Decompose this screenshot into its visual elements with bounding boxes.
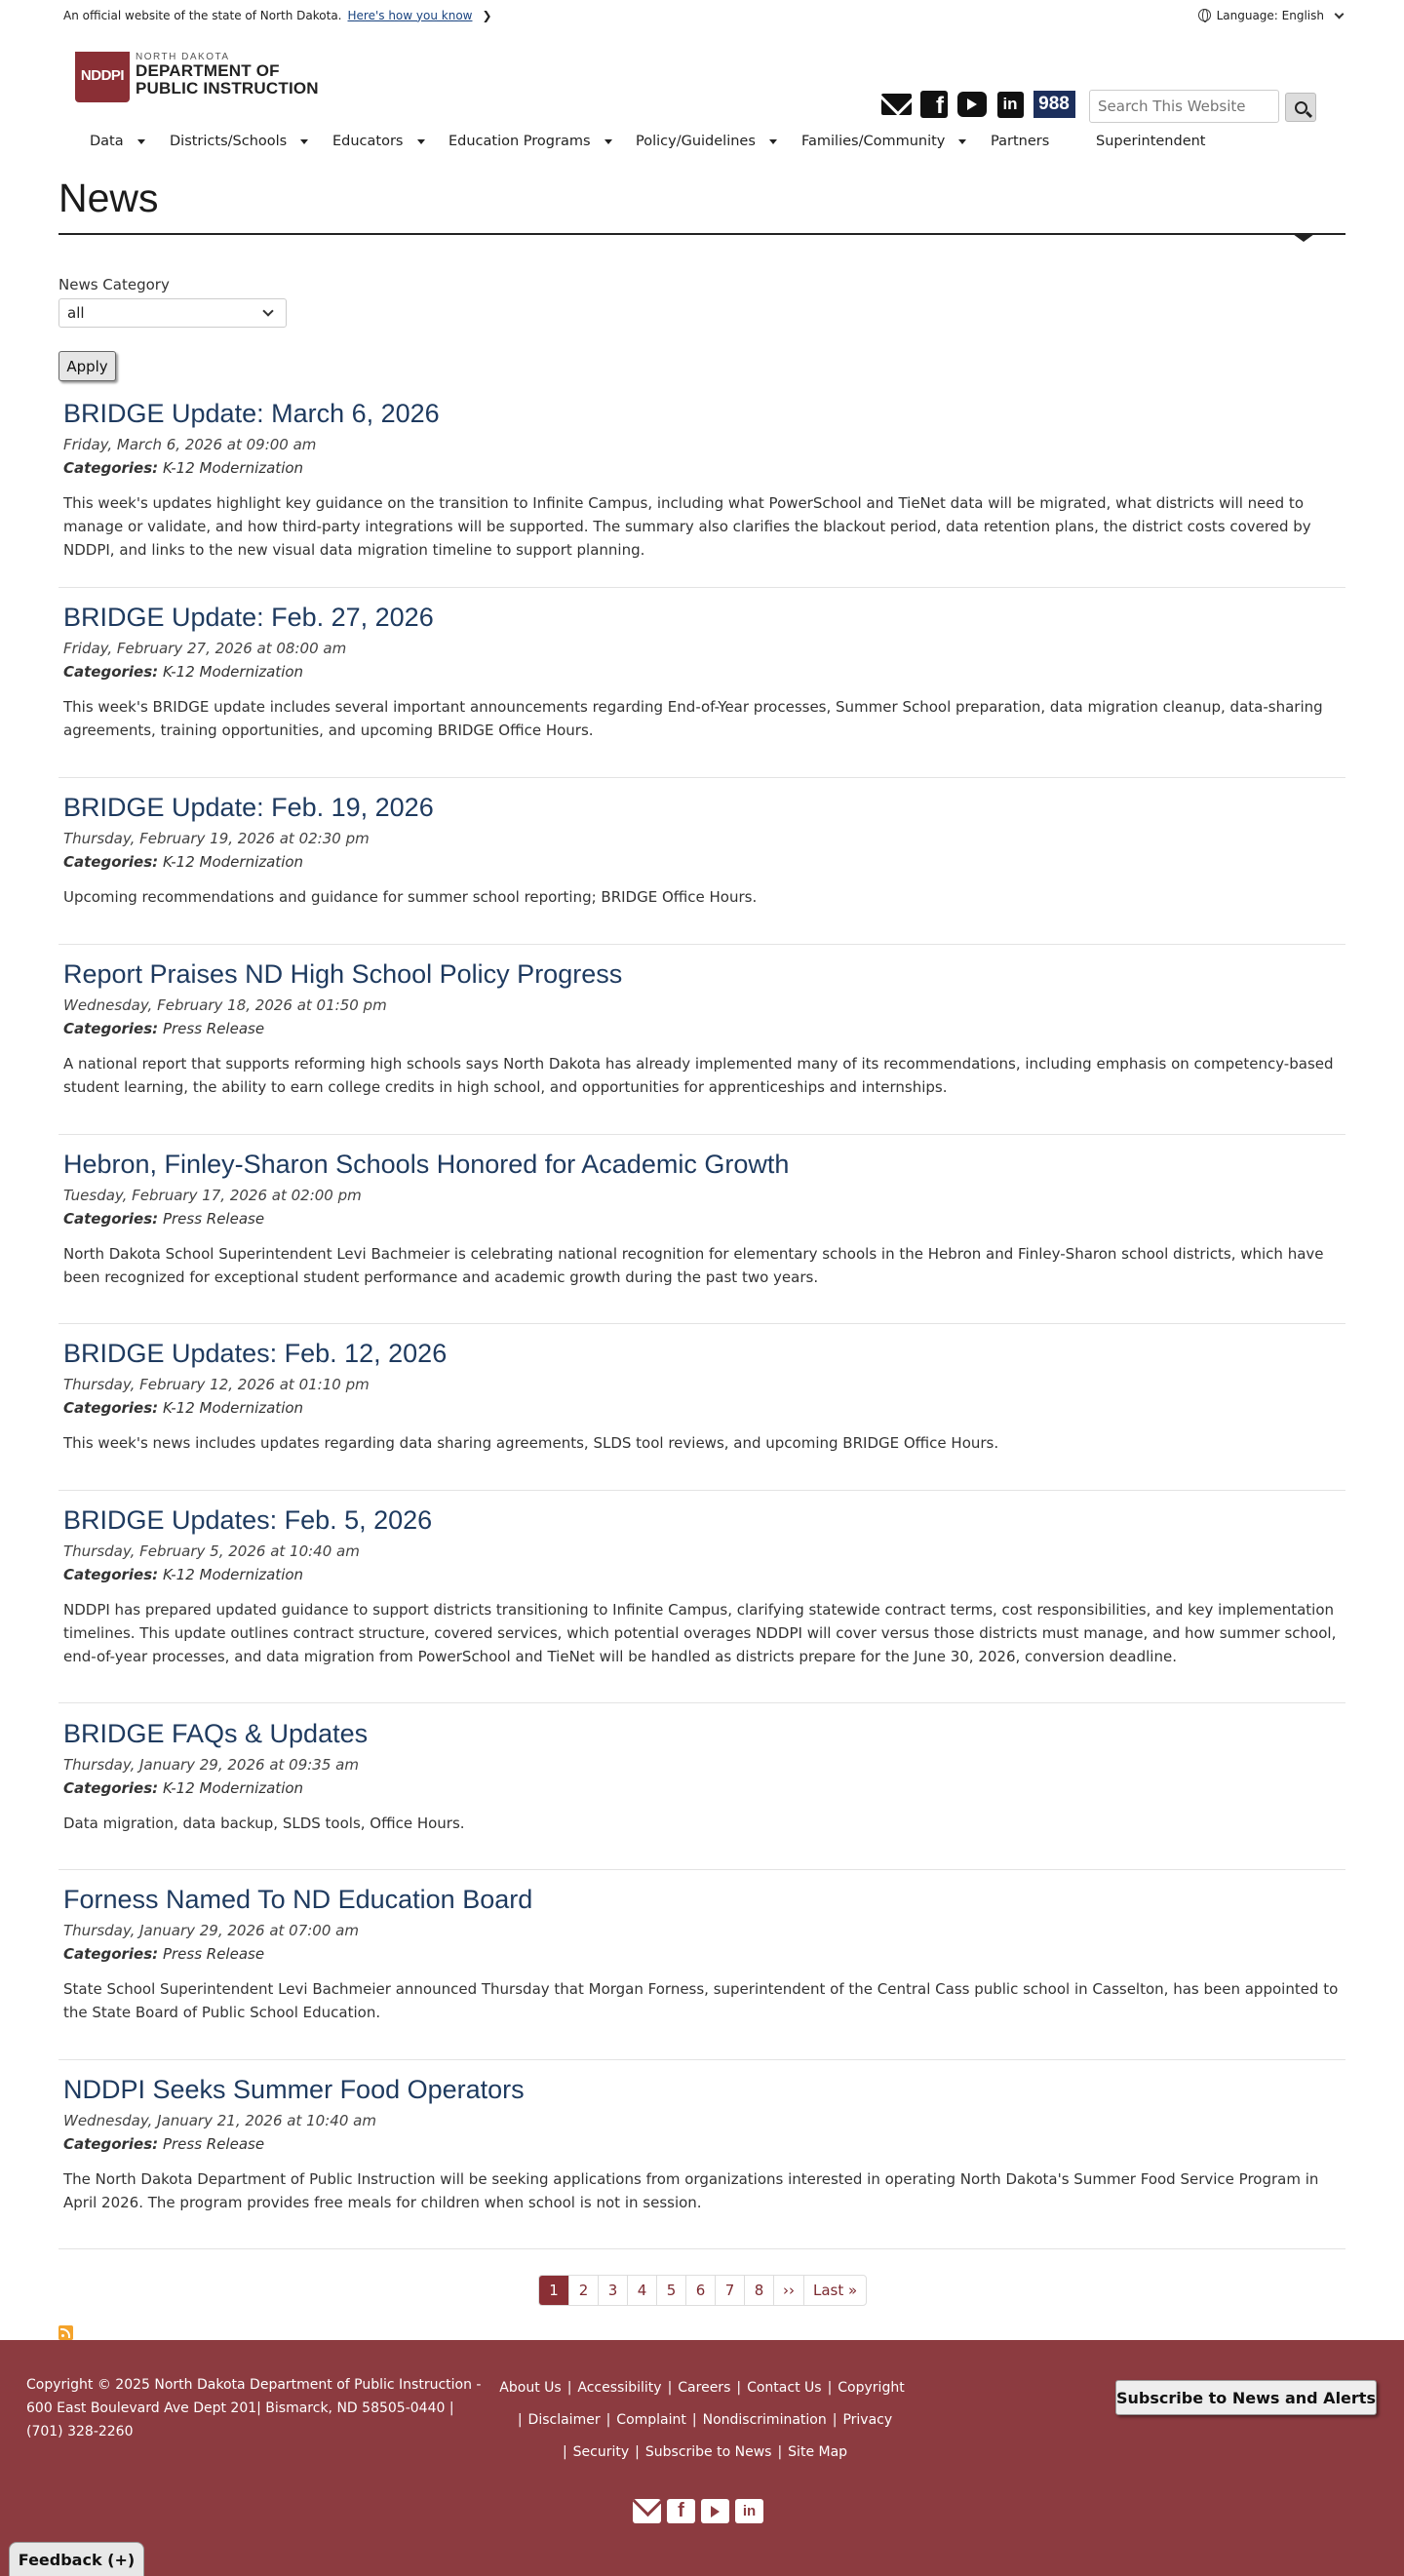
news-category: Categories: Press Release <box>63 2135 265 2153</box>
search-button[interactable] <box>1285 93 1316 122</box>
logo-badge: NDDPI <box>75 52 130 98</box>
caret-down-icon <box>300 139 308 144</box>
news-title-link[interactable]: BRIDGE Update: Feb. 27, 2026 <box>63 603 434 632</box>
news-item <box>58 600 1346 742</box>
news-summary: The North Dakota Department of Public Instruction will be seeking applications from organizations interested in operating North Dakota's Summer Food Service Program in April 2026. The program provides free meals for children when school is not in session. <box>63 2170 1319 2211</box>
logo-state: NORTH DAKOTA <box>136 51 230 62</box>
footer-social-links <box>633 2499 763 2523</box>
footer-link-careers[interactable]: Careers <box>678 2380 731 2396</box>
page-link-4[interactable]: 4 <box>627 2276 656 2305</box>
logo-line1: DEPARTMENT OF <box>136 61 280 81</box>
footer-link-complaint[interactable]: Complaint <box>616 2412 686 2428</box>
news-title-link[interactable]: BRIDGE Updates: Feb. 12, 2026 <box>63 1339 448 1368</box>
divider <box>58 1323 1346 1324</box>
footer-link-contact[interactable]: Contact Us <box>747 2380 822 2396</box>
footer-link-security[interactable]: Security <box>572 2444 630 2460</box>
nav-item-educators[interactable]: Educators <box>332 134 425 149</box>
youtube-icon[interactable] <box>701 2499 729 2523</box>
divider <box>58 2248 1346 2249</box>
news-summary: This week's news includes updates regarding data sharing agreements, SLDS tool reviews, and upcoming BRIDGE Office Hours. <box>63 1434 999 1452</box>
official-banner <box>0 0 1404 30</box>
nav-item-districts-schools[interactable]: Districts/Schools <box>170 134 308 149</box>
page-link-2[interactable]: 2 <box>568 2276 598 2305</box>
footer-link-copyright[interactable]: Copyright <box>838 2380 905 2396</box>
news-date: Friday, March 6, 2026 at 09:00 am <box>63 436 317 453</box>
footer-link-privacy[interactable]: Privacy <box>842 2412 893 2428</box>
how-you-know-link[interactable]: Here's how you know <box>347 8 473 22</box>
news-category: Categories: K-12 Modernization <box>63 1399 304 1417</box>
facebook-icon[interactable]: f <box>918 91 950 118</box>
footer-copyright: Copyright © 2025 North Dakota Department of Public Instruction - 600 East Boulevard Ave Dept 201| Bismarck, ND 58505-0440 | (701) 328-2260 <box>26 2377 482 2439</box>
mail-icon[interactable] <box>633 2499 661 2523</box>
news-category: Categories: Press Release <box>63 1210 265 1228</box>
language-label: Language: English <box>1216 8 1324 22</box>
caret-down-icon <box>769 139 777 144</box>
footer-link-sitemap[interactable]: Site Map <box>788 2444 848 2460</box>
news-title-link[interactable]: NDDPI Seeks Summer Food Operators <box>63 2075 525 2104</box>
pagination <box>538 2275 867 2306</box>
apply-button[interactable]: Apply <box>58 351 116 381</box>
subscribe-button[interactable]: Subscribe to News and Alerts <box>1115 2380 1377 2415</box>
news-date: Thursday, January 29, 2026 at 09:35 am <box>63 1756 359 1774</box>
news-item <box>58 1716 1346 1835</box>
news-date: Friday, February 27, 2026 at 08:00 am <box>63 640 347 657</box>
news-date: Tuesday, February 17, 2026 at 02:00 pm <box>63 1187 362 1204</box>
news-item <box>58 396 1346 562</box>
chevron-down-icon <box>262 305 273 316</box>
news-category: Categories: K-12 Modernization <box>63 1566 304 1583</box>
news-category: Categories: K-12 Modernization <box>63 1779 304 1797</box>
news-item <box>58 1882 1346 2024</box>
news-summary: North Dakota School Superintendent Levi Bachmeier is celebrating national recognition for elementary schools in the Hebron and Finley-Sharon school districts, which have been recognized for exceptional student performance and academic growth during the past two years. <box>63 1245 1324 1286</box>
news-category: Categories: Press Release <box>63 1020 265 1037</box>
search-icon <box>1295 101 1307 114</box>
page-link-3[interactable]: 3 <box>598 2276 627 2305</box>
news-title-link[interactable]: Hebron, Finley-Sharon Schools Honored for Academic Growth <box>63 1150 790 1179</box>
news-title-link[interactable]: Report Praises ND High School Policy Progress <box>63 959 623 989</box>
page-title: News <box>58 176 159 220</box>
news-date: Thursday, February 5, 2026 at 10:40 am <box>63 1542 360 1560</box>
footer-link-disclaimer[interactable]: Disclaimer <box>527 2412 601 2428</box>
news-item <box>58 956 1346 1099</box>
nav-item-education-programs[interactable]: Education Programs <box>448 134 612 149</box>
page-link-last[interactable]: Last » <box>803 2276 866 2305</box>
language-selector[interactable] <box>1198 9 1343 22</box>
nav-item-partners[interactable]: Partners <box>991 134 1050 149</box>
news-category: Categories: K-12 Modernization <box>63 663 304 681</box>
logo-line2: PUBLIC INSTRUCTION <box>136 79 319 98</box>
chevron-down-icon <box>1335 9 1345 19</box>
news-date: Thursday, February 12, 2026 at 01:10 pm <box>63 1376 370 1393</box>
footer-link-nondiscrimination[interactable]: Nondiscrimination <box>702 2412 827 2428</box>
site-footer <box>0 2340 1404 2576</box>
news-category-value: all <box>67 304 85 322</box>
title-notch <box>1293 234 1314 242</box>
divider <box>58 1702 1346 1703</box>
caret-down-icon <box>958 139 966 144</box>
footer-link-subscribe[interactable]: Subscribe to News <box>644 2444 772 2460</box>
988-icon[interactable]: 988 <box>1033 91 1075 118</box>
nav-item-policy-guidelines[interactable]: Policy/Guidelines <box>636 134 777 149</box>
title-divider <box>58 233 1346 235</box>
search-input[interactable] <box>1089 90 1279 123</box>
news-title-link[interactable]: BRIDGE Update: Feb. 19, 2026 <box>63 793 434 822</box>
page-link-1[interactable]: 1 <box>539 2276 568 2305</box>
news-category: Categories: K-12 Modernization <box>63 459 304 477</box>
feedback-button[interactable]: Feedback (+) <box>9 2542 144 2576</box>
linkedin-icon[interactable]: in <box>994 91 1026 118</box>
site-header <box>0 30 1404 128</box>
news-item <box>58 1503 1346 1668</box>
news-item <box>58 790 1346 909</box>
site-logo[interactable] <box>75 52 319 98</box>
page-link-next[interactable]: ›› <box>773 2276 803 2305</box>
news-summary: NDDPI has prepared updated guidance to support districts transitioning to Infinite Campus, clarifying statewide contract terms, cost responsibilities, and key implementation timelines. This update outlines contract structure, covered services, which potential overages NDDPI will cover versus those districts must manage, and how summer school, end-of-year processes, and data migration from PowerSchool and TieNet will be handled as districts prepare for the June 30, 2026, conversion deadline. <box>63 1601 1337 1665</box>
news-summary: This week's updates highlight key guidance on the transition to Infinite Campus, including what PowerSchool and TieNet data will be migrated, what districts will need to manage or validate, and how third-party integrations will be supported. The summary also clarifies the blackout period, data retention plans, the district costs covered by NDDPI, and links to the new visual data migration timeline to support planning. <box>63 494 1311 559</box>
news-summary: Data migration, data backup, SLDS tools, Office Hours. <box>63 1815 465 1832</box>
divider <box>58 587 1346 588</box>
caret-down-icon <box>137 139 145 144</box>
news-item <box>58 1336 1346 1455</box>
news-category-label: News Category <box>58 276 170 293</box>
news-item <box>58 1147 1346 1289</box>
news-item <box>58 2072 1346 2214</box>
globe-icon <box>1198 9 1211 21</box>
mail-icon[interactable] <box>880 91 912 118</box>
news-title-link[interactable]: Forness Named To ND Education Board <box>63 1885 533 1914</box>
youtube-icon[interactable] <box>956 91 988 118</box>
news-date: Wednesday, February 18, 2026 at 01:50 pm <box>63 996 387 1014</box>
footer-link-accessibility[interactable]: Accessibility <box>577 2380 662 2396</box>
news-category-select[interactable] <box>58 298 287 328</box>
header-social-links <box>880 91 1075 118</box>
divider <box>58 777 1346 778</box>
news-category: Categories: Press Release <box>63 1945 265 1963</box>
divider <box>58 944 1346 945</box>
divider <box>58 1490 1346 1491</box>
nav-item-superintendent[interactable]: Superintendent <box>1096 134 1206 149</box>
news-date: Thursday, January 29, 2026 at 07:00 am <box>63 1922 359 1939</box>
page-link-5[interactable]: 5 <box>656 2276 685 2305</box>
facebook-icon[interactable]: f <box>667 2499 695 2523</box>
news-title-link[interactable]: BRIDGE FAQs & Updates <box>63 1719 369 1748</box>
news-summary: Upcoming recommendations and guidance for summer school reporting; BRIDGE Office Hours. <box>63 888 758 906</box>
news-date: Wednesday, January 21, 2026 at 10:40 am <box>63 2112 376 2129</box>
page-link-8[interactable]: 8 <box>744 2276 773 2305</box>
caret-down-icon <box>604 139 612 144</box>
news-title-link[interactable]: BRIDGE Update: March 6, 2026 <box>63 399 440 428</box>
footer-links: About Us | Accessibility | Careers | Contact Us | Copyright | Disclaimer | Complaint | Nondiscrimination | Privacy | Security | Subscribe to News | Site Map <box>499 2380 905 2460</box>
caret-down-icon <box>417 139 425 144</box>
linkedin-icon[interactable]: in <box>735 2499 763 2523</box>
nav-item-families-community[interactable]: Families/Community <box>801 134 966 149</box>
news-title-link[interactable]: BRIDGE Updates: Feb. 5, 2026 <box>63 1505 433 1535</box>
footer-link-about[interactable]: About Us <box>499 2380 562 2396</box>
news-category: Categories: K-12 Modernization <box>63 853 304 871</box>
news-date: Thursday, February 19, 2026 at 02:30 pm <box>63 830 370 847</box>
nav-item-data[interactable]: Data <box>90 134 145 149</box>
divider <box>58 1869 1346 1870</box>
divider <box>58 2059 1346 2060</box>
page-link-6[interactable]: 6 <box>685 2276 715 2305</box>
news-summary: State School Superintendent Levi Bachmeier announced Thursday that Morgan Forness, superintendent of the Central Cass public school in Casselton, has been appointed to the State Board of Public School Education. <box>63 1980 1339 2021</box>
main-nav <box>0 128 1404 157</box>
divider <box>58 1134 1346 1135</box>
news-summary: This week's BRIDGE update includes several important announcements regarding End-of-Year processes, Summer School preparation, data migration cleanup, data-sharing agreements, training opportunities, and upcoming BRIDGE Office Hours. <box>63 698 1323 739</box>
rss-icon[interactable] <box>58 2325 73 2340</box>
official-text: An official website of the state of North Dakota. <box>63 8 342 22</box>
news-summary: A national report that supports reforming high schools says North Dakota has already implemented many of its recommendations, including emphasis on competency-based student learning, the ability to earn college credits in high school, and opportunities for apprenticeships and internships. <box>63 1055 1334 1096</box>
chevron-right-icon: ❯ <box>482 8 492 22</box>
page-link-7[interactable]: 7 <box>715 2276 744 2305</box>
